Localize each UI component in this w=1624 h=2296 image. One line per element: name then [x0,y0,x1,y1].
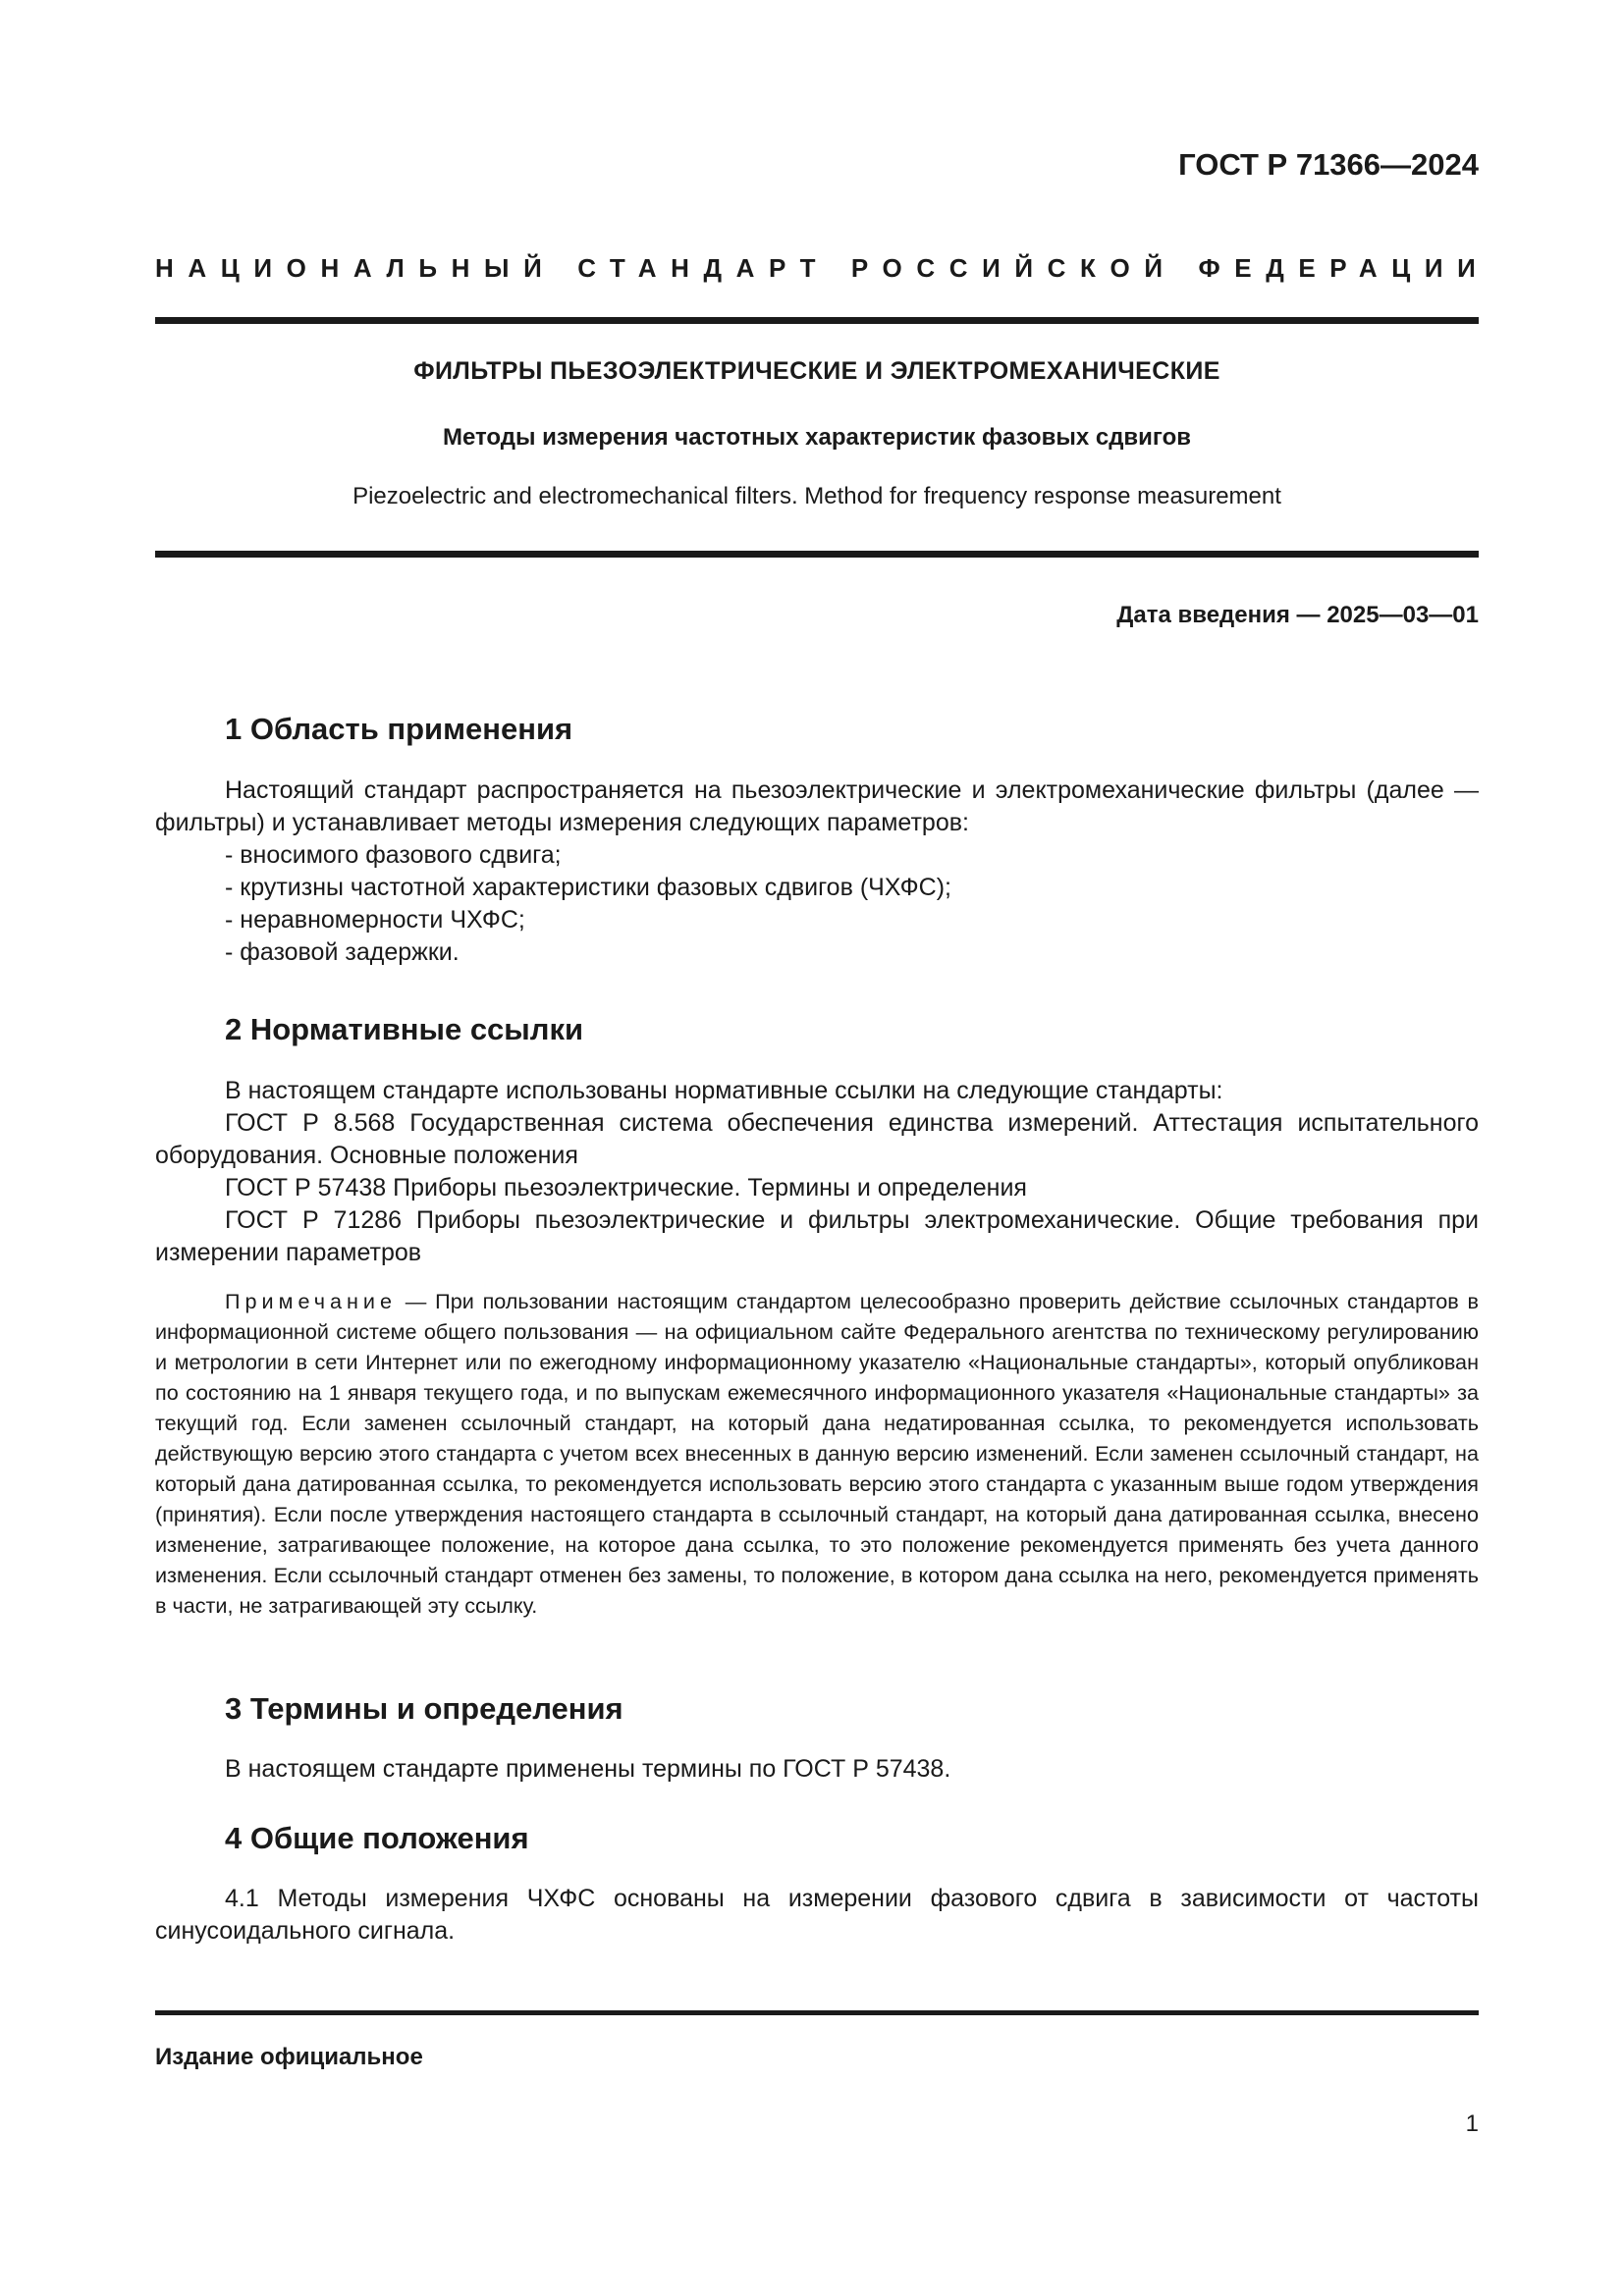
references-intro: В настоящем стандарте использованы нормативные ссылки на следующие стандарты: [225,1077,1223,1104]
scope-list-item: - фазовой задержки. [225,938,460,966]
scope-list-item: - вносимого фазового сдвига; [225,841,562,869]
reference-item: ГОСТ Р 57438 Приборы пьезоэлектрические. Термины и определения [225,1174,1027,1201]
scope-list-item: - неравномерности ЧХФС; [225,906,525,934]
section-2-body [155,1075,1479,1269]
document-title: ФИЛЬТРЫ ПЬЕЗОЭЛЕКТРИЧЕСКИЕ И ЭЛЕКТРОМЕХАНИЧЕСКИЕ [413,357,1220,385]
reference-item: ГОСТ Р 8.568 Государственная система обеспечения единства измерений. Аттестация испытательного оборудования. Основные положения [155,1109,1479,1169]
footer-rule [155,2010,1479,2015]
introduction-date: Дата введения — 2025—03—01 [1116,602,1479,628]
national-standard-banner: НАЦИОНАЛЬНЫЙ СТАНДАРТ РОССИЙСКОЙ ФЕДЕРАЦИИ [155,253,1490,283]
section-2-heading: 2 Нормативные ссылки [225,1012,584,1046]
section-1-heading: 1 Область применения [225,712,573,746]
section-3-heading: 3 Термины и определения [225,1691,623,1726]
section-4-body [155,1883,1479,1948]
document-page [155,0,1490,2296]
page-number: 1 [1465,2110,1479,2137]
references-note [155,1286,1479,1621]
note-text: — При пользовании настоящим стандартом целесообразно проверить действие ссылочных стандартов в информационной системе общего пользования — на официальном сайте Федерального агентства по техническому регулированию и метрологии в сети Интернет или по ежегодному информационному указателю «Национальные стандарты», который опубликован по состоянию на 1 января текущего года, и по выпускам ежемесячного информационного указателя «Национальные стандарты» за текущий год. Если заменен ссылочный стандарт, на который дана недатированная ссылка, то рекомендуется использовать действующую версию этого стандарта с учетом всех внесенных в данную версию изменений. Если заменен ссылочный стандарт, на который дана датированная ссылка, то рекомендуется использовать версию этого стандарта с указанным выше годом утверждения (принятия). Если после утверждения настоящего стандарта в ссылочный стандарт, на который дана датированная ссылка, внесено изменение, затрагивающее положение, на которое дана ссылка, то это положение рекомендуется применять без учета данного изменения. Если ссылочный стандарт отменен без замены, то положение, в котором дана ссылка на него, рекомендуется применять в части, не затрагивающей эту ссылку. [155,1289,1479,1618]
reference-item: ГОСТ Р 71286 Приборы пьезоэлектрические и фильтры электромеханические. Общие требования при измерении параметров [155,1206,1479,1266]
section-3-body [155,1753,1479,1786]
section-3-paragraph: В настоящем стандарте применены термины по ГОСТ Р 57438. [225,1755,951,1783]
document-subtitle: Методы измерения частотных характеристик фазовых сдвигов [442,424,1192,451]
scope-list-item: - крутизны частотной характеристики фазовых сдвигов (ЧХФС); [225,874,951,901]
english-title: Piezoelectric and electromechanical filters. Method for frequency response measurement [352,483,1281,509]
standard-designation: ГОСТ Р 71366—2024 [1178,147,1479,182]
section-1-body [155,774,1479,969]
title-bottom-rule [155,551,1479,558]
note-label: Примечание [225,1289,397,1313]
section-1-paragraph: Настоящий стандарт распространяется на пьезоэлектрические и электромеханические фильтры (далее — фильтры) и устанавливает методы измерения следующих параметров: [155,776,1479,836]
section-4-paragraph: 4.1 Методы измерения ЧХФС основаны на измерении фазового сдвига в зависимости от частоты синусоидального сигнала. [155,1885,1479,1945]
top-rule [155,317,1479,324]
official-edition-label: Издание официальное [155,2044,423,2070]
section-4-heading: 4 Общие положения [225,1821,529,1855]
